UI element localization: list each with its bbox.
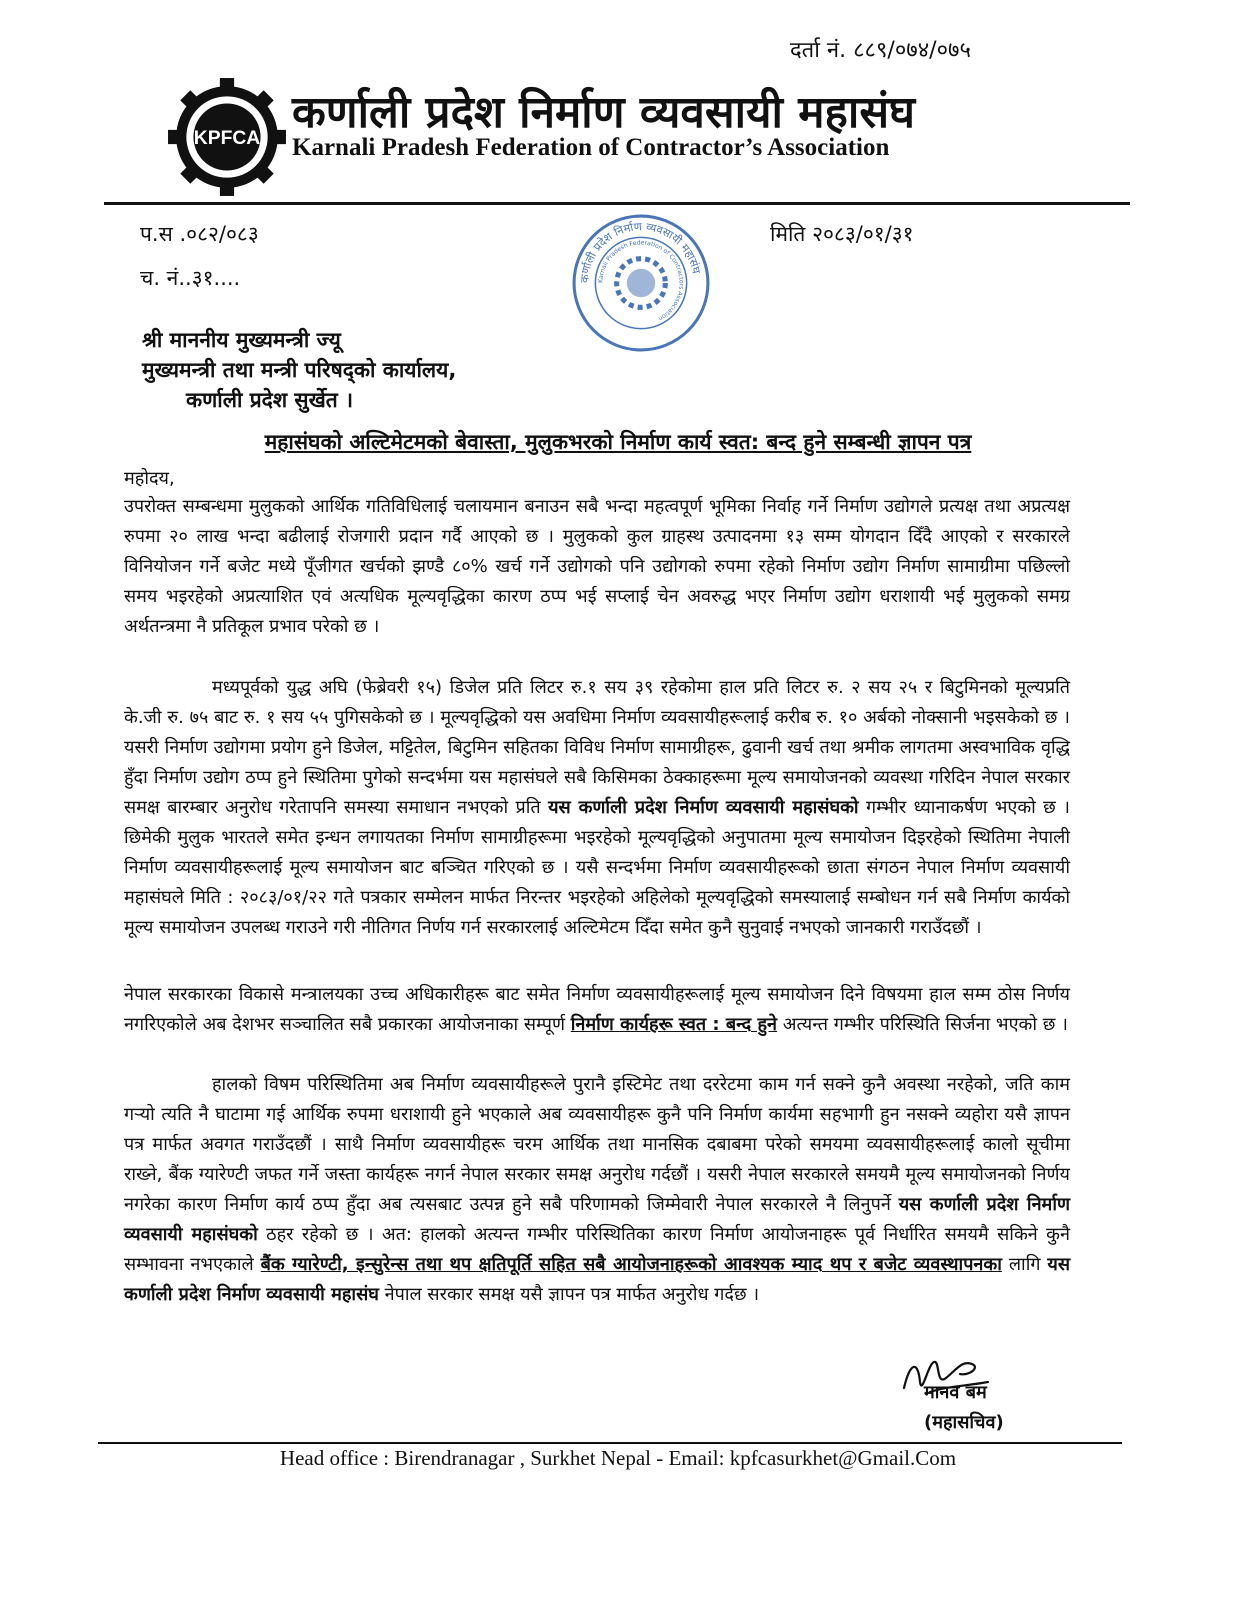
paragraph-2-text-b: गम्भीर ध्यानाकर्षण भएको छ । छिमेकी मुलुक भारतले समेत इन्धन लगायतका निर्माण सामाग्रीहरूमा भइरहेको मूल्यवृद्धिको अनुपातमा मूल्य समायोजन दिइरहेको स्थितिमा नेपाली निर्माण व्यवसायीहरूलाई मूल्य समायोजन बाट बञ्चित गरिएको छ । यसै सन्दर्भमा निर्माण व्यवसायीहरूको छाता संगठन नेपाल निर्माण व्यवसायी महासंघले मिति : २०८३/०१/२२ गते पत्रकार सम्मेलन मार्फत निरन्तर भइरहेको अहिलेको मूल्यवृद्धिको समस्यालाई सम्बोधन गर्न सबै निर्माण कार्यको मूल्य समायोजन उपलब्ध गराउने गरी नीतिगत निर्णय गर्न सरकारलाई अल्टिमेटम दिँदा समेत कुनै सुनुवाई नभएको जानकारी गराउँदछौं । bbox=[124, 797, 1071, 938]
logo-text: KPFCA bbox=[193, 128, 261, 150]
registration-number: दर्ता नं. ८८९/०७४/०७५ bbox=[790, 38, 971, 63]
signatory-title: (महासचिव) bbox=[924, 1412, 1004, 1433]
footer-contact: Head office : Birendranagar , Surkhet Nepal - Email: kpfcasurkhet@Gmail.Com bbox=[279, 1446, 957, 1470]
addressee-line-2: मुख्यमन्त्री तथा मन्त्री परिषद्को कार्यालय, bbox=[142, 358, 457, 382]
footer-rule bbox=[98, 1442, 1122, 1444]
official-seal-stamp bbox=[570, 212, 712, 354]
fiscal-year-ref: प.स .०८२/०८३ bbox=[140, 222, 259, 246]
body-paragraph-4 bbox=[124, 1070, 1070, 1310]
addressee-line-3: कर्णाली प्रदेश सुर्खेत । bbox=[186, 388, 354, 412]
paragraph-2-bold: यस कर्णाली प्रदेश निर्माण व्यवसायी महासंघको bbox=[548, 797, 859, 818]
letter-subject: महासंघको अल्टिमेटमको बेवास्ता, मुलुकभरको निर्माण कार्य स्वत: बन्द हुने सम्बन्धी ज्ञापन पत्र bbox=[264, 430, 972, 454]
addressee-line-1: श्री माननीय मुख्यमन्त्री ज्यू bbox=[142, 328, 341, 352]
kpfca-gear-logo bbox=[166, 76, 288, 198]
paragraph-4-bold-2: बैंक ग्यारेण्टी, इन्सुरेन्स तथा थप क्षतिपूर्ति सहित सबै आयोजनाहरूको आवश्यक म्याद थप र बजेट व्यवस्थापनका bbox=[260, 1254, 1002, 1275]
stamp-inner-text: Karnali Pradesh Federation of Contractors Association bbox=[597, 239, 685, 322]
paragraph-4-bold-1: यस कर्णाली प्रदेश निर्माण व्यवसायी महासंघको bbox=[124, 1194, 1070, 1245]
letter-date: मिति २०८३/०१/३१ bbox=[770, 222, 914, 246]
paragraph-2-text-a: मध्यपूर्वको युद्ध अघि (फेब्रेवरी १५) डिजेल प्रति लिटर रु.१ सय ३९ रहेकोमा हाल प्रति लिटर रु. २ सय २५ र बिटुमिनको मूल्यप्रति के.जी रु. ७५ बाट रु. १ सय ५५ पुगिसकेको छ । मूल्यवृद्धिको यस अवधिमा निर्माण व्यवसायीहरूलाई करीब रु. १० अर्बको नोक्सानी भइसकेको छ । यसरी निर्माण उद्योगमा प्रयोग हुने डिजेल, मट्टितेल, बिटुमिन सहितका विविध निर्माण सामाग्रीहरू, ढुवानी खर्च तथा श्रमीक लागतमा अस्वभाविक वृद्धि हुँदा निर्माण उद्योग ठप्प हुने स्थितिमा पुगेको सन्दर्भमा यस महासंघले सबै किसिमका ठेक्काहरूमा मूल्य समायोजनको व्यवस्था गरिदिन नेपाल सरकार समक्ष बारम्बार अनुरोध गरेतापनि समस्या समाधान नभएको प्रति bbox=[124, 677, 1070, 818]
body-paragraph-3 bbox=[124, 980, 1070, 1040]
salutation: महोदय, bbox=[124, 468, 175, 489]
stamp-outer-text: कर्णाली प्रदेश निर्माण व्यवसायी महासंघ bbox=[578, 220, 703, 284]
paragraph-4-text-b: ठहर रहेको छ । अत: हालको अत्यन्त गम्भीर परिस्थितिका कारण निर्माण आयोजनाहरू पूर्व निर्धारित समयमै सकिने कुनै सम्भावना नभएकाले bbox=[124, 1224, 1070, 1275]
header-rule bbox=[104, 202, 1130, 205]
paragraph-4-text-d: नेपाल सरकार समक्ष यसै ज्ञापन पत्र मार्फत अनुरोध गर्दछ । bbox=[384, 1284, 760, 1305]
paragraph-4-text-c: लागि bbox=[1008, 1254, 1041, 1275]
body-paragraph-1 bbox=[124, 492, 1070, 642]
dispatch-number: च. नं..३१.... bbox=[140, 266, 241, 290]
org-name-english: Karnali Pradesh Federation of Contractor’s Association bbox=[292, 134, 890, 161]
paragraph-4-bold-3: यस कर्णाली प्रदेश निर्माण व्यवसायी महासंघ bbox=[124, 1254, 1071, 1305]
paragraph-3-text-a: नेपाल सरकारका विकासे मन्त्रालयका उच्च अधिकारीहरू बाट समेत निर्माण व्यवसायीहरूलाई मूल्य समायोजन दिने विषयमा हाल सम्म ठोस निर्णय नगरिएकोले अब देशभर सञ्चालित सबै प्रकारका आयोजनाका सम्पूर्ण bbox=[124, 984, 1070, 1035]
body-paragraph-2 bbox=[124, 673, 1070, 943]
org-name-nepali: कर्णाली प्रदेश निर्माण व्यवसायी महासंघ bbox=[292, 87, 916, 138]
paragraph-3-text-b: अत्यन्त गम्भीर परिस्थिति सिर्जना भएको छ । bbox=[782, 1014, 1068, 1035]
paragraph-4-text-a: हालको विषम परिस्थितिमा अब निर्माण व्यवसायीहरूले पुरानै इस्टिमेट तथा दररेटमा काम गर्न सक्ने कुनै अवस्था नरहेको, जति काम गऱ्यो त्यति नै घाटामा गई आर्थिक रुपमा धराशायी हुने भएकाले अब व्यवसायीहरू कुनै पनि निर्माण कार्यमा सहभागी हुन नसक्ने व्यहोरा यसै ज्ञापन पत्र मार्फत अवगत गराउँदछौं । साथै निर्माण व्यवसायीहरू चरम आर्थिक तथा मानसिक दबाबमा परेको समयमा व्यवसायीहरूलाई कालो सूचीमा राख्ने, बैंक ग्यारेण्टी जफत गर्ने जस्ता कार्यहरू नगर्न नेपाल सरकार समक्ष अनुरोध गर्दछौं । यसरी नेपाल सरकारले समयमै मूल्य समायोजनको निर्णय नगरेका कारण निर्माण कार्य ठप्प हुँदा अब त्यसबाट उत्पन्न हुने सबै परिणामको जिम्मेवारी नेपाल सरकारले नै लिनुपर्ने bbox=[124, 1074, 1071, 1215]
signatory-name: मानव बम bbox=[924, 1382, 987, 1403]
paragraph-1-text: उपरोक्त सम्बन्धमा मुलुकको आर्थिक गतिविधिलाई चलायमान बनाउन सबै भन्दा महत्वपूर्ण भूमिका निर्वाह गर्ने निर्माण उद्योगले प्रत्यक्ष तथा अप्रत्यक्ष रुपमा २० लाख भन्दा बढीलाई रोजगारी प्रदान गर्दै आएको छ । मुलुकको कुल ग्राहस्थ उत्पादनमा १३ सम्म योगदान दिँदै आएको र सरकारले विनियोजन गर्ने बजेट मध्ये पूँजीगत खर्चको झण्डै ८०% खर्च गर्ने उद्योगको पनि उद्योगको रुपमा रहेको निर्माण उद्योग निर्माण सामाग्रीमा पछिल्लो समय भइरहेको अप्रत्याशित एवं अत्यधिक मूल्यवृद्धिका कारण ठप्प भई सप्लाई चेन अवरुद्ध भएर निर्माण उद्योग धराशायी भई मुलुकको समग्र अर्थतन्त्रमा नै प्रतिकूल प्रभाव परेको छ । bbox=[124, 496, 1070, 637]
paragraph-3-bold: निर्माण कार्यहरू स्वत : बन्द हुने bbox=[570, 1014, 778, 1035]
